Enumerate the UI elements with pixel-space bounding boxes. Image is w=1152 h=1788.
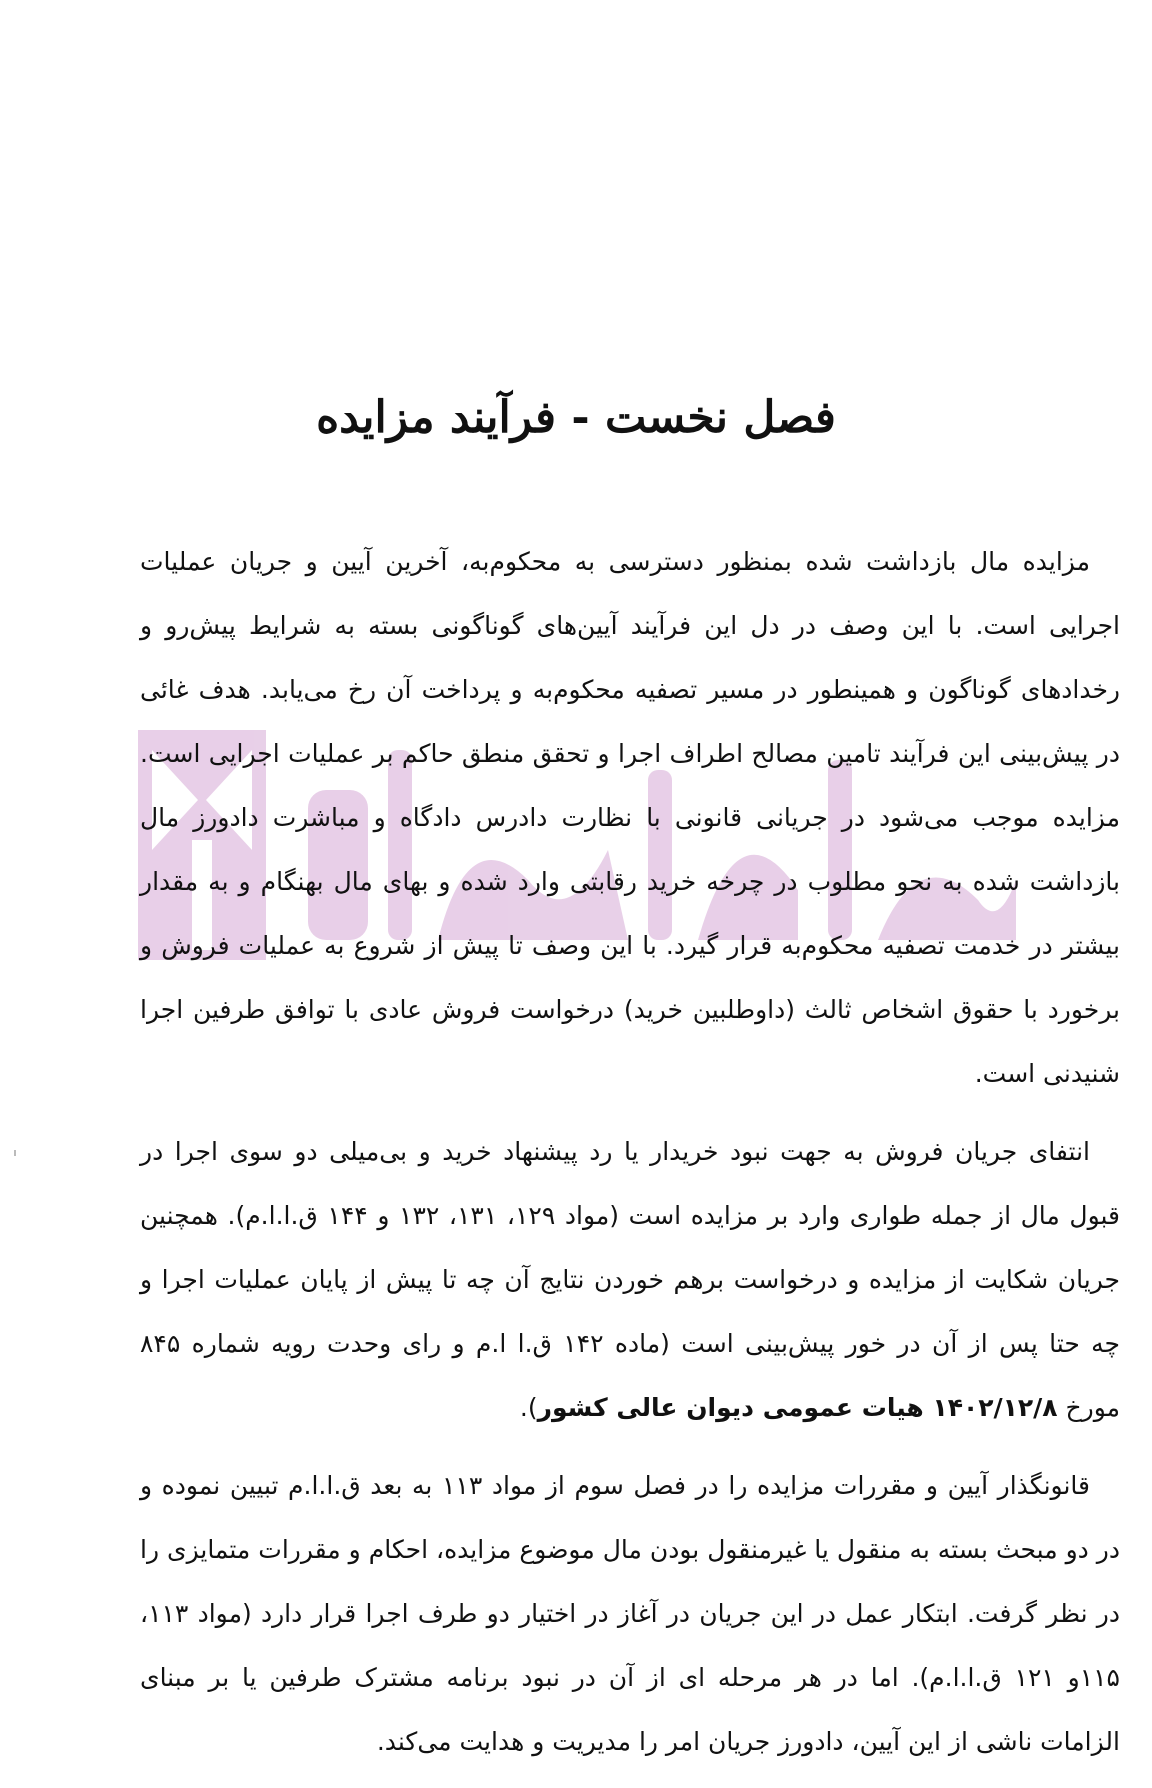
chapter-title: فصل نخست - فرآیند مزایده	[316, 392, 836, 443]
paragraph-termination-end: ).	[519, 1393, 538, 1422]
margin-mark	[14, 1150, 16, 1156]
paragraph-legislator: قانونگذار آیین و مقررات مزایده را در فصل سوم از مواد ۱۱۳ به بعد ق.ا.ا.م تبیین نموده و در دو مبحث بسته به منقول یا غیرمنقول بودن مال موضوع مزایده، احکام و مقررات متمایزی را در نظر گرفت. ابتکار عمل در این جریان در آغاز در اختیار دو طرف اجرا قرار دارد (مواد ۱۱۳، ۱۱۵و ۱۲۱ ق.ا.ا.م). اما در هر مرحله ای از آن در نبود برنامه مشترک طرفین یا بر مبنای الزامات ناشی از این آیین، دادورز جریان امر را مدیریت و هدایت می‌کند.	[140, 1471, 1120, 1756]
paragraph-intro: مزایده مال بازداشت شده بمنظور دسترسی به محکوم‌به، آخرین آیین و جریان عملیات اجرایی است. با این وصف در دل این فرآیند آیین‌های گوناگونی بسته به شرایط پیش‌رو و رخدادهای گوناگون و همینطور در مسیر تصفیه محکوم‌به و پرداخت آن رخ می‌یابد. هدف غائی در پیش‌بینی این فرآیند تامین مصالح اطراف اجرا و تحقق منطق حاکم بر عملیات اجرایی است. مزایده موجب می‌شود در جریانی قانونی با نظارت دادرس دادگاه و مباشرت دادورز مال بازداشت شده به نحو مطلوب در چرخه خرید رقابتی وارد شده و بهای مال بهنگام و به مقدار بیشتر در خدمت تصفیه محکوم‌به قرار گیرد. با این وصف تا پیش از شروع به عملیات فروش و برخورد با حقوق اشخاص ثالث (داوطلبین خرید) درخواست فروش عادی با توافق طرفین اجرا شنیدنی است.	[140, 547, 1120, 1088]
body-text	[140, 530, 1120, 1788]
paragraph-termination-text: انتفای جریان فروش به جهت نبود خریدار یا رد پیشنهاد خرید و بی‌میلی دو سوی اجرا در قبول مال از جمله طواری وارد بر مزایده است (مواد ۱۲۹، ۱۳۱، ۱۳۲ و ۱۴۴ ق.ا.ا.م). همچنین جریان شکایت از مزایده و درخواست برهم خوردن نتایج آن چه تا پیش از پایان عملیات اجرا و چه حتا پس از آن در خور پیش‌بینی است (ماده ۱۴۲ ق.ا ا.م و رای وحدت رویه شماره ۸۴۵ مورخ	[140, 1137, 1120, 1422]
paragraph-termination-emphasis: ۱۴۰۲/۱۲/۸ هیات عمومی دیوان عالی کشور	[537, 1393, 1058, 1422]
paragraph-termination	[140, 1120, 1120, 1440]
